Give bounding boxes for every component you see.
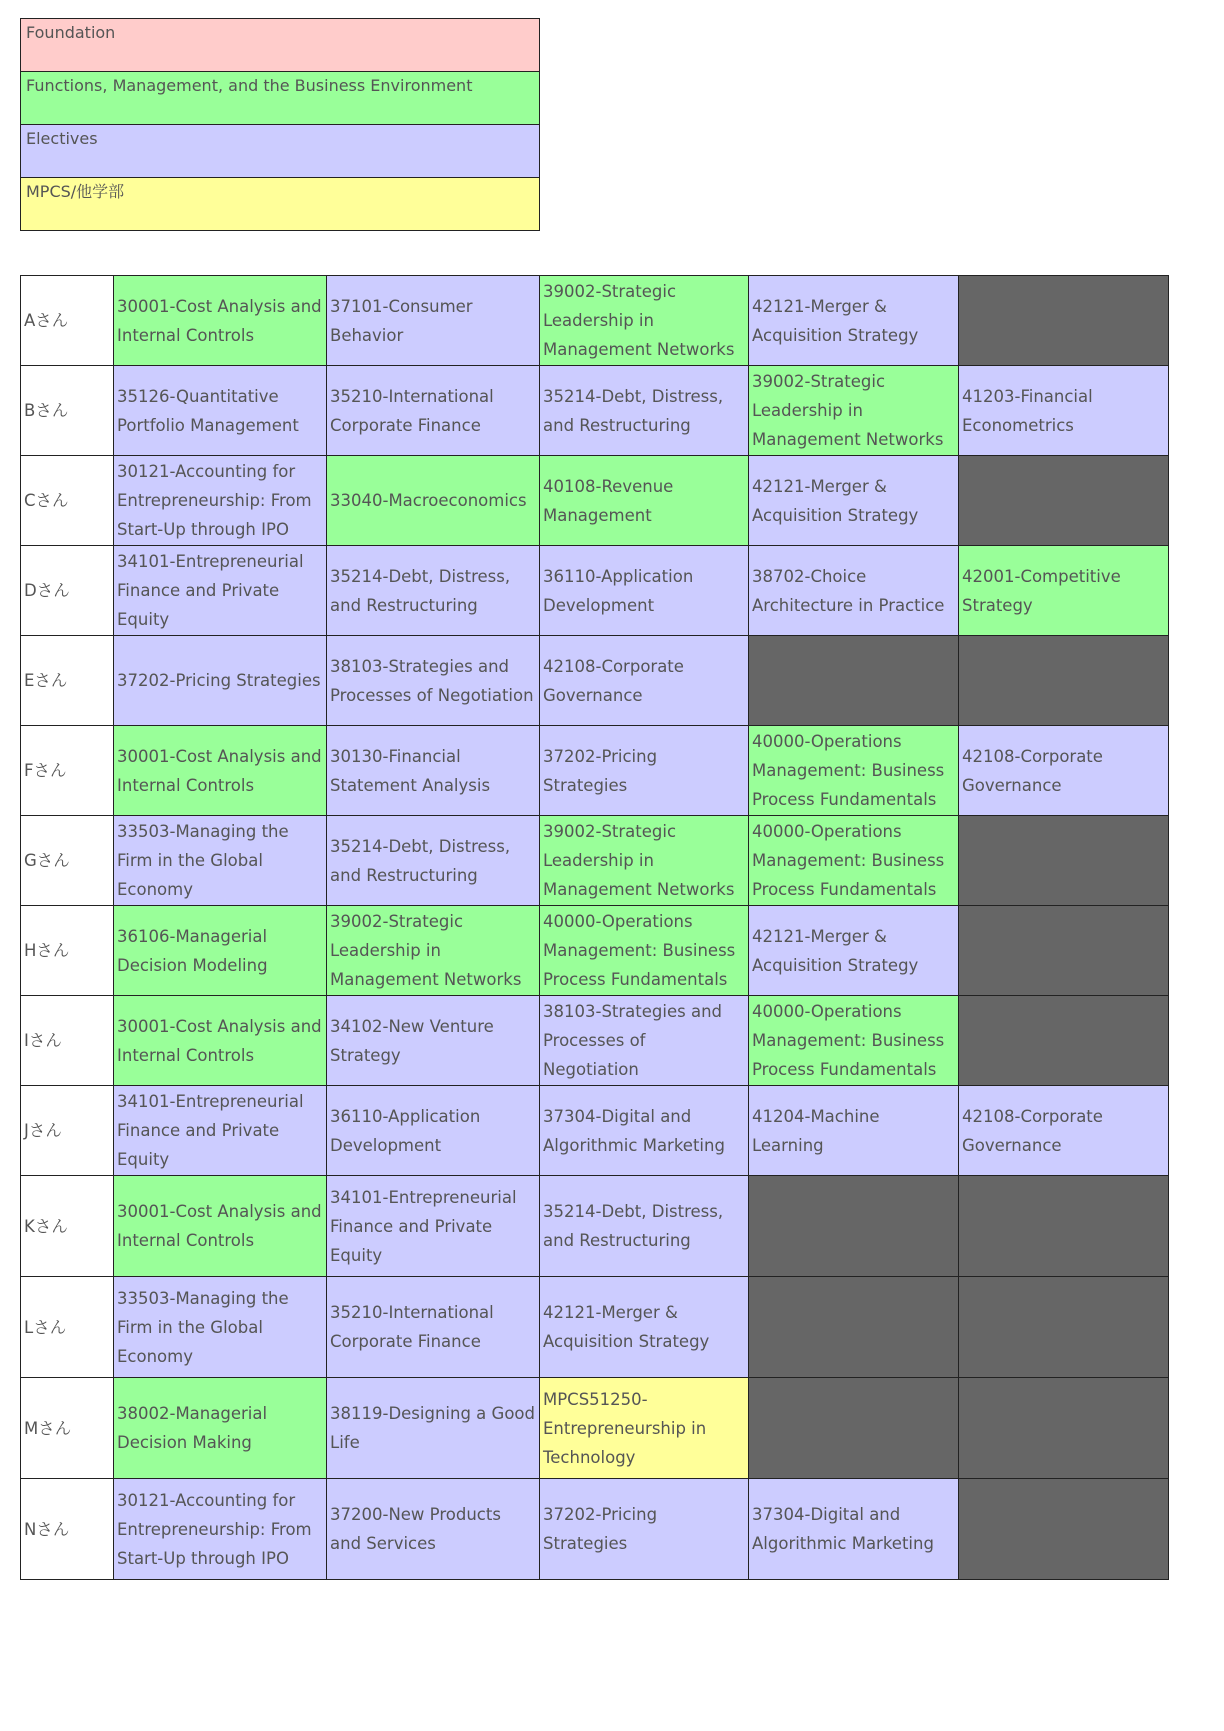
empty-cell [959, 816, 1169, 906]
table-row [21, 726, 1169, 816]
student-name: Kさん [21, 1176, 114, 1277]
course-cell: 36110-Application Development [540, 546, 749, 636]
empty-cell [749, 636, 959, 726]
course-cell: 35214-Debt, Distress, and Restructuring [540, 1176, 749, 1277]
legend-label: Foundation [21, 19, 540, 72]
legend-table [20, 18, 540, 231]
legend-row [21, 72, 540, 125]
legend-label: MPCS/他学部 [21, 178, 540, 231]
course-cell: 41203-Financial Econometrics [959, 366, 1169, 456]
table-row [21, 1479, 1169, 1580]
course-cell: 35210-International Corporate Finance [327, 366, 540, 456]
legend-label: Functions, Management, and the Business Environment [21, 72, 540, 125]
student-name: Gさん [21, 816, 114, 906]
course-cell: 37202-Pricing Strategies [540, 1479, 749, 1580]
legend-row [21, 19, 540, 72]
table-row [21, 546, 1169, 636]
empty-cell [749, 1378, 959, 1479]
legend-label: Electives [21, 125, 540, 178]
empty-cell [959, 456, 1169, 546]
table-row [21, 816, 1169, 906]
course-cell: 42121-Merger & Acquisition Strategy [749, 906, 959, 996]
course-cell: 34101-Entrepreneurial Finance and Private Equity [114, 546, 327, 636]
student-name: Eさん [21, 636, 114, 726]
student-name: Jさん [21, 1086, 114, 1176]
course-cell: 30001-Cost Analysis and Internal Controls [114, 726, 327, 816]
course-cell: 35210-International Corporate Finance [327, 1277, 540, 1378]
table-row [21, 1277, 1169, 1378]
course-cell: 36106-Managerial Decision Modeling [114, 906, 327, 996]
course-cell: 38002-Managerial Decision Making [114, 1378, 327, 1479]
course-cell: 42108-Corporate Governance [959, 1086, 1169, 1176]
course-cell: 37304-Digital and Algorithmic Marketing [749, 1479, 959, 1580]
course-cell: 35214-Debt, Distress, and Restructuring [327, 546, 540, 636]
table-row [21, 366, 1169, 456]
legend-row [21, 125, 540, 178]
course-cell: 30001-Cost Analysis and Internal Controls [114, 996, 327, 1086]
student-name: Bさん [21, 366, 114, 456]
empty-cell [959, 276, 1169, 366]
table-row [21, 996, 1169, 1086]
course-cell: 35214-Debt, Distress, and Restructuring [327, 816, 540, 906]
course-cell: 33503-Managing the Firm in the Global Economy [114, 816, 327, 906]
course-cell: 30121-Accounting for Entrepreneurship: From Start-Up through IPO [114, 1479, 327, 1580]
course-cell: 34101-Entrepreneurial Finance and Private Equity [327, 1176, 540, 1277]
course-cell: MPCS51250-Entrepreneurship in Technology [540, 1378, 749, 1479]
table-row [21, 1086, 1169, 1176]
table-row [21, 276, 1169, 366]
course-cell: 42121-Merger & Acquisition Strategy [749, 276, 959, 366]
course-cell: 38119-Designing a Good Life [327, 1378, 540, 1479]
student-name: Mさん [21, 1378, 114, 1479]
empty-cell [959, 1176, 1169, 1277]
course-cell: 37101-Consumer Behavior [327, 276, 540, 366]
course-cell: 30130-Financial Statement Analysis [327, 726, 540, 816]
student-name: Iさん [21, 996, 114, 1086]
course-cell: 38103-Strategies and Processes of Negotiation [540, 996, 749, 1086]
course-cell: 30121-Accounting for Entrepreneurship: From Start-Up through IPO [114, 456, 327, 546]
empty-cell [959, 636, 1169, 726]
course-cell: 42108-Corporate Governance [540, 636, 749, 726]
course-cell: 42121-Merger & Acquisition Strategy [540, 1277, 749, 1378]
course-cell: 37304-Digital and Algorithmic Marketing [540, 1086, 749, 1176]
course-cell: 30001-Cost Analysis and Internal Controls [114, 276, 327, 366]
course-cell: 39002-Strategic Leadership in Management Networks [749, 366, 959, 456]
course-cell: 39002-Strategic Leadership in Management Networks [327, 906, 540, 996]
course-cell: 39002-Strategic Leadership in Management Networks [540, 816, 749, 906]
student-name: Hさん [21, 906, 114, 996]
table-row [21, 1378, 1169, 1479]
course-cell: 34102-New Venture Strategy [327, 996, 540, 1086]
course-cell: 35126-Quantitative Portfolio Management [114, 366, 327, 456]
student-name: Lさん [21, 1277, 114, 1378]
course-cell: 30001-Cost Analysis and Internal Controls [114, 1176, 327, 1277]
empty-cell [959, 1378, 1169, 1479]
course-cell: 40000-Operations Management: Business Process Fundamentals [749, 996, 959, 1086]
course-cell: 40000-Operations Management: Business Process Fundamentals [540, 906, 749, 996]
empty-cell [959, 1479, 1169, 1580]
course-cell: 37200-New Products and Services [327, 1479, 540, 1580]
student-name: Dさん [21, 546, 114, 636]
course-cell: 39002-Strategic Leadership in Management Networks [540, 276, 749, 366]
table-row [21, 906, 1169, 996]
course-table [20, 275, 1169, 1580]
table-row [21, 1176, 1169, 1277]
course-cell: 42121-Merger & Acquisition Strategy [749, 456, 959, 546]
student-name: Cさん [21, 456, 114, 546]
course-cell: 40108-Revenue Management [540, 456, 749, 546]
course-cell: 38103-Strategies and Processes of Negotiation [327, 636, 540, 726]
course-cell: 38702-Choice Architecture in Practice [749, 546, 959, 636]
empty-cell [959, 1277, 1169, 1378]
student-name: Nさん [21, 1479, 114, 1580]
empty-cell [749, 1277, 959, 1378]
course-cell: 40000-Operations Management: Business Process Fundamentals [749, 816, 959, 906]
course-cell: 37202-Pricing Strategies [114, 636, 327, 726]
course-cell: 33040-Macroeconomics [327, 456, 540, 546]
legend-row [21, 178, 540, 231]
empty-cell [959, 996, 1169, 1086]
course-cell: 41204-Machine Learning [749, 1086, 959, 1176]
course-cell: 37202-Pricing Strategies [540, 726, 749, 816]
course-cell: 40000-Operations Management: Business Process Fundamentals [749, 726, 959, 816]
course-cell: 36110-Application Development [327, 1086, 540, 1176]
course-cell: 42108-Corporate Governance [959, 726, 1169, 816]
course-cell: 42001-Competitive Strategy [959, 546, 1169, 636]
course-cell: 33503-Managing the Firm in the Global Economy [114, 1277, 327, 1378]
course-cell: 34101-Entrepreneurial Finance and Private Equity [114, 1086, 327, 1176]
empty-cell [959, 906, 1169, 996]
course-cell: 35214-Debt, Distress, and Restructuring [540, 366, 749, 456]
student-name: Fさん [21, 726, 114, 816]
student-name: Aさん [21, 276, 114, 366]
table-row [21, 636, 1169, 726]
table-row [21, 456, 1169, 546]
empty-cell [749, 1176, 959, 1277]
